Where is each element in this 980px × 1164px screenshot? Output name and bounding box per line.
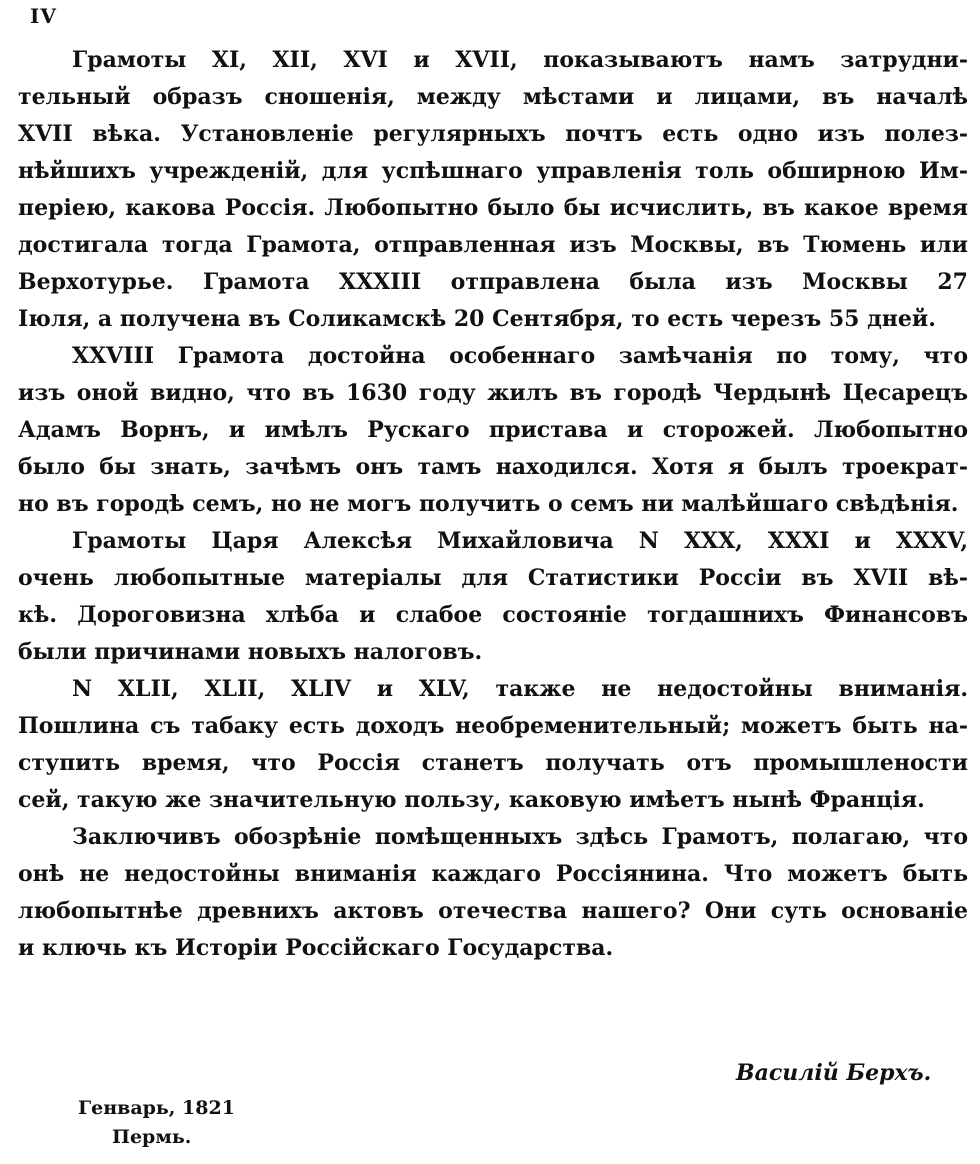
paragraph-2-line-2: изъ оной видно, что въ 1630 году жилъ въ городѣ Чердынѣ Цесарецъ [18,380,968,406]
paragraph-1-line-3: XVII вѣка. Установленіе регулярныхъ почтъ есть одно изъ полез- [18,121,968,147]
paragraph-1-line-2: тельный образъ сношенія, между мѣстами и лицами, въ началѣ [18,84,968,110]
author-signature: Василій Берхъ. [736,1060,932,1086]
paragraph-2-line-4: было бы знать, зачѣмъ онъ тамъ находился. Хотя я былъ троекрат- [18,454,968,480]
paragraph-4-line-1: N XLII, XLII, XLIV и XLV, также не недостойны вниманія. [72,676,968,702]
dateline [78,1094,235,1152]
paragraph-3-line-1: Грамоты Царя Алексѣя Михайловича N XXX, XXXI и XXXV, [72,528,968,554]
paragraph-4-line-2: Пошлина съ табаку есть доходъ необременительный; можетъ быть на- [18,713,968,739]
paragraph-5-line-2: онѣ не недостойны вниманія каждаго Россіянина. Что можетъ быть [18,861,968,887]
dateline-date: Генварь, 1821 [78,1097,235,1119]
paragraph-1-line-5: періею, какова Россія. Любопытно было бы исчислить, въ какое время [18,195,968,221]
paragraph-5-line-4: и ключь къ Исторіи Россійскаго Государства. [18,935,614,961]
paragraph-3-line-2: очень любопытные матеріалы для Статистики Россіи въ XVII вѣ- [18,565,968,591]
paragraph-5-line-3: любопытнѣе древнихъ актовъ отечества нашего? Они суть основаніе [18,898,968,924]
paragraph-4-line-4: сей, такую же значительную пользу, каковую имѣетъ нынѣ Франція. [18,787,925,813]
paragraph-3-line-3: кѣ. Дороговизна хлѣба и слабое состояніе тогдашнихъ Финансовъ [18,602,968,628]
paragraph-1-line-6: достигала тогда Грамота, отправленная изъ Москвы, въ Тюмень или [18,232,968,258]
paragraph-1-line-7: Верхотурье. Грамота XXXIII отправлена была изъ Москвы 27 [18,269,968,295]
page-number: IV [30,4,57,28]
paragraph-2-line-3: Адамъ Ворнъ, и имѣлъ Рускаго пристава и сторожей. Любопытно [18,417,968,443]
paragraph-1-line-8: Іюля, а получена въ Соликамскѣ 20 Сентября, то есть черезъ 55 дней. [18,306,936,332]
paragraph-5-line-1: Заключивъ обозрѣніе помѣщенныхъ здѣсь Грамотъ, полагаю, что [72,824,968,850]
paragraph-1-line-1: Грамоты XI, XII, XVI и XVII, показываютъ намъ затрудни- [72,47,968,73]
dateline-place: Пермь. [112,1126,192,1148]
paragraph-4-line-3: ступить время, что Россія станетъ получать отъ промышлености [18,750,968,776]
paragraph-2-line-1: XXVIII Грамота достойна особеннаго замѣчанія по тому, что [72,343,968,369]
paragraph-2-line-5: но въ городѣ семъ, но не могъ получить о семъ ни малѣйшаго свѣдѣнія. [18,491,959,517]
paragraph-1-line-4: нѣйшихъ учрежденій, для успѣшнаго управленія толь обширною Им- [18,158,968,184]
body-text [18,42,968,967]
paragraph-3-line-4: были причинами новыхъ налоговъ. [18,639,483,665]
